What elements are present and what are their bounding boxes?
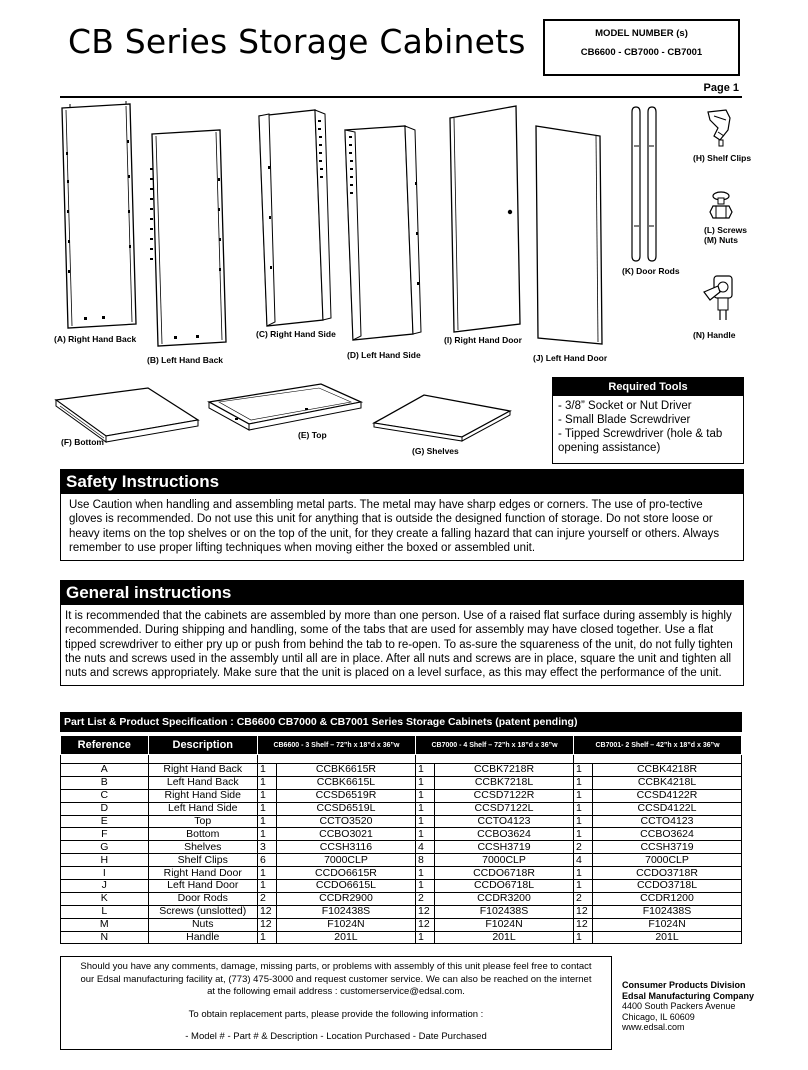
- table-cell: CCBK7218L: [434, 776, 573, 789]
- table-cell: CCDR1200: [593, 892, 742, 905]
- required-tools-box: [552, 377, 744, 464]
- tool-item: - Small Blade Screwdriver: [558, 414, 691, 426]
- table-row: [61, 905, 742, 918]
- table-cell: H: [61, 854, 149, 867]
- table-cell: 1: [574, 764, 593, 777]
- table-cell: CCDR2900: [276, 892, 415, 905]
- table-cell: J: [61, 880, 149, 893]
- model-numbers: CB6600 - CB7000 - CB7001: [580, 47, 703, 58]
- table-cell: Right Hand Door: [148, 867, 257, 880]
- address-line: www.edsal.com: [622, 1022, 685, 1032]
- table-cell: CCSD4122R: [593, 789, 742, 802]
- table-cell: Left Hand Back: [148, 776, 257, 789]
- parts-table-header: [61, 736, 742, 755]
- header-cb7001: CB7001- 2 Shelf – 42”h x 18”d x 36”w: [574, 736, 742, 755]
- caption-right-hand-door: (I) Right Hand Door: [444, 335, 522, 345]
- table-cell: L: [61, 905, 149, 918]
- table-cell: CCDR3200: [434, 892, 573, 905]
- table-cell: 201L: [434, 931, 573, 944]
- table-cell: 1: [416, 867, 435, 880]
- table-cell: 7000CLP: [593, 854, 742, 867]
- table-cell: CCSH3116: [276, 841, 415, 854]
- header-cb6600: CB6600 - 3 Shelf – 72”h x 18”d x 36”w: [257, 736, 415, 755]
- table-row: [61, 867, 742, 880]
- caption-screws: (L) Screws: [704, 225, 747, 235]
- table-cell: CCDO3718R: [593, 867, 742, 880]
- safety-instructions-text: Use Caution when handling and assembling metal parts. The metal may have sharp edges or corners. The use of pro-tective gloves is recommended. Do not use this unit for anything that is outside the designed function of storage. Do not store loose or heavy items on the top shelves or on the top of the unit, for they create a falling hazard that can injure yourself or others. Always remember to use proper lifting techniques when moving either the boxed or assembled unit.: [69, 499, 720, 554]
- contact-line: at the following email address : customerservice@edsal.com.: [207, 986, 465, 997]
- table-row: [61, 776, 742, 789]
- caption-nuts: (M) Nuts: [704, 235, 738, 245]
- table-cell: D: [61, 802, 149, 815]
- table-cell: CCDO3718L: [593, 880, 742, 893]
- table-row: [61, 764, 742, 777]
- table-cell: Bottom: [148, 828, 257, 841]
- table-cell: CCTO4123: [434, 815, 573, 828]
- table-cell: Door Rods: [148, 892, 257, 905]
- caption-bottom: (F) Bottom: [61, 437, 104, 447]
- general-instructions-text: It is recommended that the cabinets are assembled by more than one person. Use of a raised flat surface during assembly is highly recommended. During shipping and handling, some of the tabs that are used for assembly may have closed together. Use a flat tipped screwdriver to either pry up or push from behind the tab to re-open. To as-sure the squareness of the unit, do not fully tighten the nuts and screws used in the assembly until all are in place. After all nuts and screws are in place, square the unit and tighten all nuts and screws appropriately. Make sure that the unit is placed on a level surface, as this may effect the performance of the unit.: [65, 610, 733, 680]
- table-cell: CCSD7122L: [434, 802, 573, 815]
- table-cell: 12: [416, 905, 435, 918]
- table-cell: 1: [257, 880, 276, 893]
- model-number-label: MODEL NUMBER (s): [595, 28, 688, 39]
- table-cell: CCSD6519L: [276, 802, 415, 815]
- table-cell: Screws (unslotted): [148, 905, 257, 918]
- table-cell: 2: [257, 892, 276, 905]
- table-cell: 1: [574, 789, 593, 802]
- table-cell: 12: [574, 905, 593, 918]
- table-cell: G: [61, 841, 149, 854]
- table-cell: M: [61, 918, 149, 931]
- table-cell: F102438S: [434, 905, 573, 918]
- table-cell: 1: [257, 802, 276, 815]
- table-cell: 1: [416, 931, 435, 944]
- table-cell: Nuts: [148, 918, 257, 931]
- table-cell: CCBO3624: [593, 828, 742, 841]
- table-cell: Left Hand Door: [148, 880, 257, 893]
- table-cell: E: [61, 815, 149, 828]
- door-rods-drawing: [628, 106, 662, 264]
- general-instructions-title: General instructions: [61, 581, 743, 605]
- table-cell: 2: [574, 892, 593, 905]
- right-hand-back-drawing: [56, 100, 141, 332]
- caption-top: (E) Top: [298, 430, 327, 440]
- table-cell: A: [61, 764, 149, 777]
- left-hand-back-drawing: [146, 128, 236, 350]
- table-cell: 8: [416, 854, 435, 867]
- table-cell: 1: [416, 815, 435, 828]
- table-cell: F102438S: [276, 905, 415, 918]
- caption-shelves: (G) Shelves: [412, 446, 459, 456]
- table-cell: 4: [574, 854, 593, 867]
- table-cell: K: [61, 892, 149, 905]
- address-line: Chicago, IL 60609: [622, 1011, 695, 1022]
- table-cell: N: [61, 931, 149, 944]
- table-cell: 1: [257, 789, 276, 802]
- caption-right-hand-side: (C) Right Hand Side: [256, 329, 336, 339]
- contact-line: our Edsal manufacturing facility at, (773) 475-3000 and request customer service. We can also be reached on the internet: [80, 973, 592, 985]
- table-cell: 1: [574, 880, 593, 893]
- table-cell: 1: [416, 828, 435, 841]
- table-cell: 1: [574, 931, 593, 944]
- table-cell: 1: [416, 880, 435, 893]
- shelves-drawing: [370, 393, 520, 443]
- address-line: Consumer Products Division: [622, 980, 746, 990]
- parts-table-title: Part List & Product Specification : CB6600 CB7000 & CB7001 Series Storage Cabinets (patent pending): [60, 712, 742, 732]
- table-cell: CCDO6615L: [276, 880, 415, 893]
- caption-left-hand-side: (D) Left Hand Side: [347, 350, 421, 360]
- required-tools-list: [553, 396, 743, 458]
- table-cell: 201L: [593, 931, 742, 944]
- address-line: 4400 South Packers Avenue: [622, 1001, 736, 1011]
- shelf-clips-icon: [700, 106, 740, 150]
- table-cell: CCDO6615R: [276, 867, 415, 880]
- table-cell: CCDO6718R: [434, 867, 573, 880]
- table-cell: F1024N: [593, 918, 742, 931]
- table-cell: Shelves: [148, 841, 257, 854]
- company-address: [622, 980, 754, 1033]
- table-cell: 2: [416, 892, 435, 905]
- table-cell: Shelf Clips: [148, 854, 257, 867]
- table-cell: CCTO4123: [593, 815, 742, 828]
- handle-icon: [700, 272, 740, 326]
- table-cell: 1: [416, 776, 435, 789]
- table-row: [61, 841, 742, 854]
- table-cell: 1: [257, 931, 276, 944]
- table-cell: 1: [574, 802, 593, 815]
- table-cell: 1: [416, 802, 435, 815]
- table-row: [61, 880, 742, 893]
- table-cell: Top: [148, 815, 257, 828]
- table-cell: I: [61, 867, 149, 880]
- table-cell: 1: [257, 828, 276, 841]
- table-cell: Right Hand Side: [148, 789, 257, 802]
- table-cell: CCDO6718L: [434, 880, 573, 893]
- table-cell: C: [61, 789, 149, 802]
- table-cell: 7000CLP: [276, 854, 415, 867]
- table-cell: Right Hand Back: [148, 764, 257, 777]
- table-cell: 4: [416, 841, 435, 854]
- contact-line: - Model # - Part # & Description - Location Purchased - Date Purchased: [185, 1031, 487, 1042]
- table-cell: F1024N: [434, 918, 573, 931]
- caption-shelf-clips: (H) Shelf Clips: [693, 153, 752, 163]
- table-cell: F: [61, 828, 149, 841]
- table-cell: CCBK7218R: [434, 764, 573, 777]
- header-divider: [60, 96, 742, 98]
- header-description: Description: [148, 736, 257, 755]
- table-cell: 1: [416, 764, 435, 777]
- table-row: [61, 789, 742, 802]
- table-cell: 1: [257, 776, 276, 789]
- table-row: [61, 815, 742, 828]
- parts-table: [60, 735, 742, 944]
- table-row: [61, 918, 742, 931]
- table-cell: 1: [574, 867, 593, 880]
- table-row: [61, 931, 742, 944]
- table-cell: F1024N: [276, 918, 415, 931]
- general-instructions-section: [60, 580, 744, 686]
- table-cell: 12: [416, 918, 435, 931]
- left-hand-side-drawing: [341, 122, 425, 346]
- safety-instructions-section: [60, 469, 744, 561]
- contact-line: To obtain replacement parts, please provide the following information :: [188, 1008, 484, 1020]
- table-cell: CCBK4218R: [593, 764, 742, 777]
- table-cell: CCBK6615R: [276, 764, 415, 777]
- table-row: [61, 802, 742, 815]
- model-number-box: [543, 19, 740, 76]
- left-hand-door-drawing: [534, 122, 606, 348]
- table-cell: 1: [257, 815, 276, 828]
- table-row: [61, 828, 742, 841]
- table-cell: F102438S: [593, 905, 742, 918]
- screws-nuts-icon: [708, 190, 734, 222]
- table-cell: 12: [257, 905, 276, 918]
- table-cell: CCBK4218L: [593, 776, 742, 789]
- table-cell: CCSH3719: [593, 841, 742, 854]
- safety-instructions-title: Safety Instructions: [61, 470, 743, 494]
- right-hand-door-drawing: [446, 102, 526, 334]
- caption-left-hand-back: (B) Left Hand Back: [147, 355, 224, 365]
- page-number: Page 1: [703, 82, 739, 94]
- table-cell: 3: [257, 841, 276, 854]
- caption-left-hand-door: (J) Left Hand Door: [533, 353, 608, 363]
- table-row: [61, 892, 742, 905]
- caption-right-hand-back: (A) Right Hand Back: [54, 334, 137, 344]
- contact-line: Should you have any comments, damage, missing parts, or problems with assembly of this unit please feel free to contact: [80, 961, 592, 972]
- right-hand-side-drawing: [255, 106, 335, 330]
- table-cell: 12: [257, 918, 276, 931]
- table-cell: 1: [574, 828, 593, 841]
- table-cell: Left Hand Side: [148, 802, 257, 815]
- table-cell: CCSD4122L: [593, 802, 742, 815]
- table-cell: 1: [416, 789, 435, 802]
- tool-item: - Tipped Screwdriver (hole & tab opening assistance): [558, 428, 723, 454]
- table-cell: 1: [257, 764, 276, 777]
- table-cell: 6: [257, 854, 276, 867]
- table-cell: Handle: [148, 931, 257, 944]
- address-line: Edsal Manufacturing Company: [622, 990, 755, 1001]
- table-cell: 201L: [276, 931, 415, 944]
- table-cell: B: [61, 776, 149, 789]
- table-cell: 1: [257, 867, 276, 880]
- table-cell: 12: [574, 918, 593, 931]
- table-cell: CCSD6519R: [276, 789, 415, 802]
- page-title: CB Series Storage Cabinets: [68, 22, 526, 61]
- table-row: [61, 854, 742, 867]
- caption-door-rods: (K) Door Rods: [622, 266, 680, 276]
- table-cell: CCBO3021: [276, 828, 415, 841]
- table-cell: CCSH3719: [434, 841, 573, 854]
- table-cell: 7000CLP: [434, 854, 573, 867]
- table-cell: 1: [574, 815, 593, 828]
- header-reference: Reference: [61, 736, 149, 755]
- table-cell: CCBK6615L: [276, 776, 415, 789]
- top-drawing: [205, 380, 365, 434]
- header-cb7000: CB7000 - 4 Shelf – 72”h x 18”d x 36”w: [416, 736, 574, 755]
- table-cell: CCBO3624: [434, 828, 573, 841]
- table-cell: 1: [574, 776, 593, 789]
- table-cell: 2: [574, 841, 593, 854]
- customer-service-box: [60, 956, 612, 1050]
- table-cell: CCTO3520: [276, 815, 415, 828]
- table-cell: CCSD7122R: [434, 789, 573, 802]
- tool-item: - 3/8” Socket or Nut Driver: [558, 400, 692, 412]
- caption-handle: (N) Handle: [693, 330, 736, 340]
- required-tools-title: Required Tools: [553, 378, 743, 396]
